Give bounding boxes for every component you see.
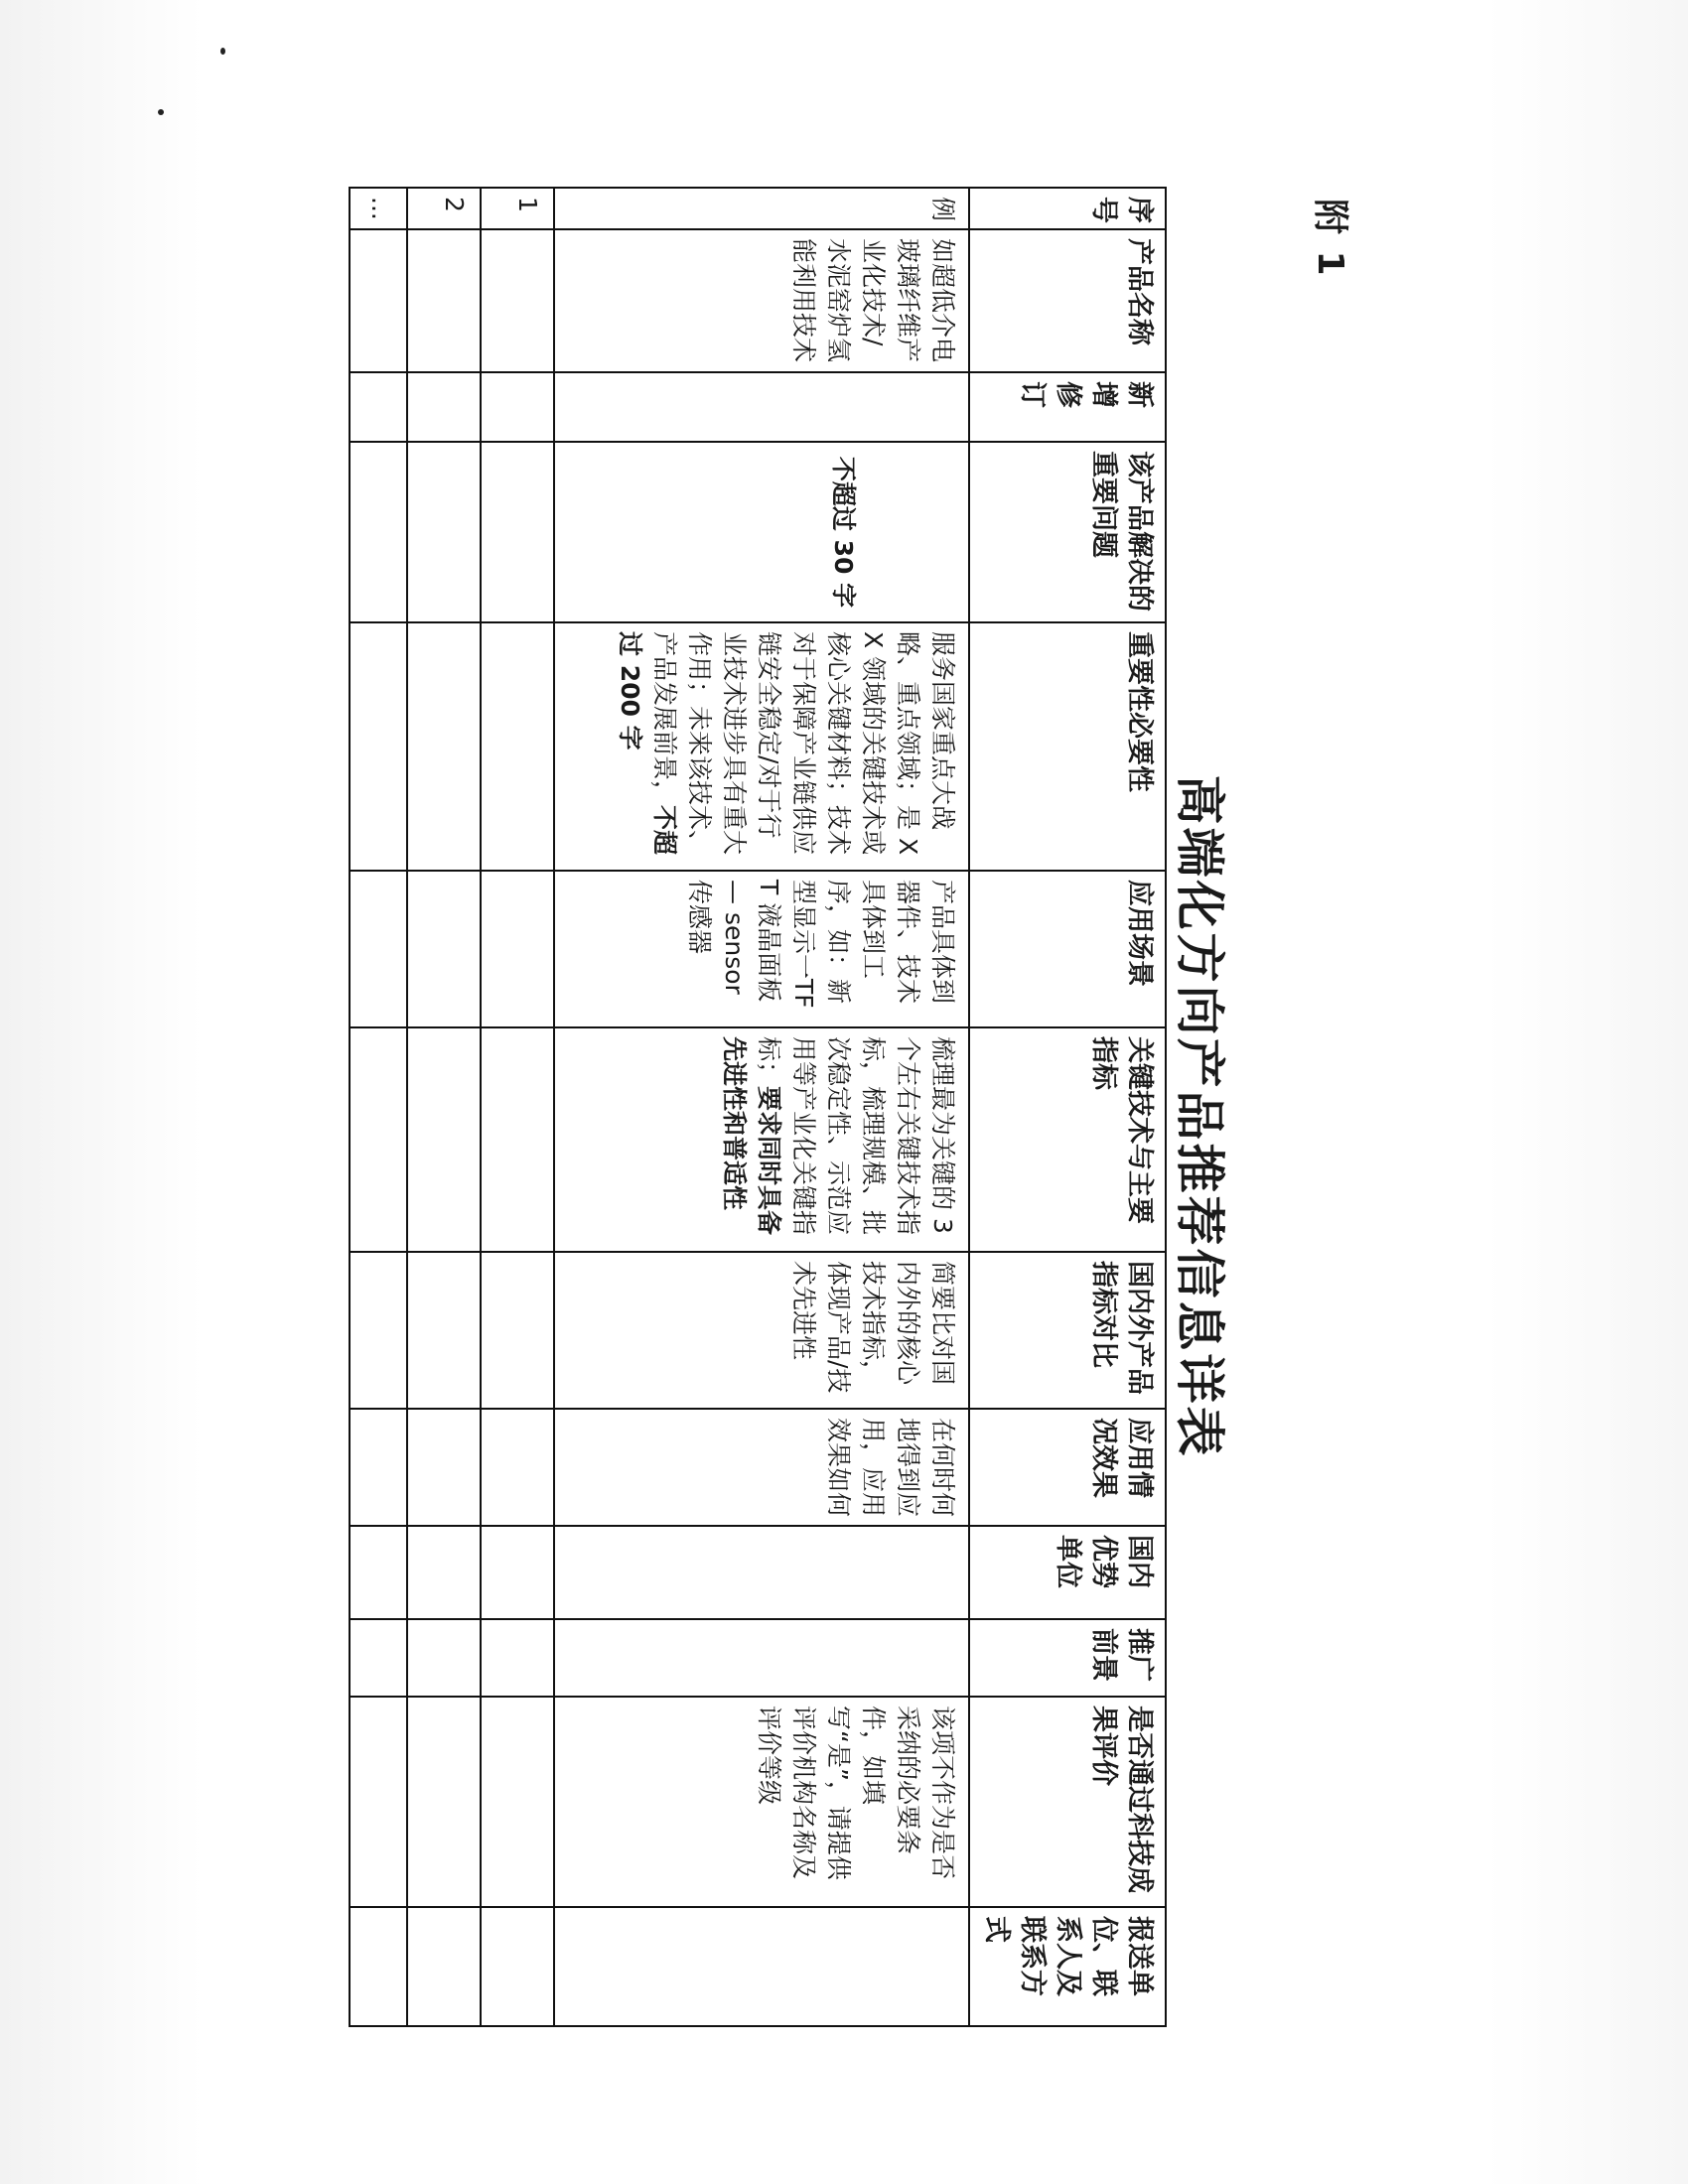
example-product-name: 如超低介电玻璃纤维产业化技术/水泥窑炉氢能利用技术 — [554, 229, 969, 372]
header-evaluation: 是否通过科技成果评价 — [969, 1697, 1166, 1907]
example-problem — [554, 442, 969, 622]
table-row — [350, 188, 407, 2026]
table-cell — [407, 229, 481, 372]
example-key-tech — [554, 1027, 969, 1252]
table-cell — [407, 1907, 481, 2026]
example-problem-text: 不超过 30 字 — [829, 456, 858, 609]
example-domestic-units — [554, 1526, 969, 1619]
table-cell — [481, 1526, 554, 1619]
row-number: 2 — [407, 188, 481, 229]
table-cell — [407, 372, 481, 442]
header-contact: 报送单位、联系人及联系方式 — [969, 1907, 1166, 2026]
table-cell — [350, 871, 407, 1027]
table-cell — [481, 372, 554, 442]
table-cell — [407, 871, 481, 1027]
table-cell — [407, 622, 481, 871]
table-cell — [407, 1027, 481, 1252]
document-title: 高端化方向产品推荐信息详表 — [1171, 774, 1229, 1459]
example-prospect — [554, 1619, 969, 1697]
table-cell — [350, 229, 407, 372]
table-cell — [350, 1619, 407, 1697]
header-product-name: 产品名称 — [969, 229, 1166, 372]
table-cell — [350, 1027, 407, 1252]
table-cell — [481, 1027, 554, 1252]
table-cell — [350, 442, 407, 622]
table-cell — [350, 1907, 407, 2026]
header-new-revised: 新增修订 — [969, 372, 1166, 442]
header-prospect: 推广前景 — [969, 1619, 1166, 1697]
example-contact — [554, 1907, 969, 2026]
table-cell — [481, 1907, 554, 2026]
table-cell — [407, 1409, 481, 1526]
table-cell — [481, 229, 554, 372]
example-importance — [554, 622, 969, 871]
table-cell — [481, 871, 554, 1027]
example-compare: 简要比对国内外的核心技术指标，体现产品/技术先进性 — [554, 1252, 969, 1409]
table-cell — [407, 1252, 481, 1409]
table-cell — [350, 1409, 407, 1526]
table-cell — [481, 622, 554, 871]
row-number: 1 — [481, 188, 554, 229]
example-new-revised — [554, 372, 969, 442]
table-cell — [481, 1409, 554, 1526]
header-seq: 序号 — [969, 188, 1166, 229]
example-importance-limit: 不超过 200 字 — [616, 631, 679, 856]
appendix-label: 附 1 — [1310, 199, 1350, 278]
header-compare: 国内外产品指标对比 — [969, 1252, 1166, 1409]
table-cell — [350, 1252, 407, 1409]
table-cell — [481, 1252, 554, 1409]
table-cell — [350, 372, 407, 442]
table-cell — [407, 442, 481, 622]
table-cell — [350, 622, 407, 871]
example-key-tech-text: 梳理最为关键的 3 个左右关键技术指标，梳理规模、批次稳定性、示范应用等产业化关键指标； — [755, 1036, 957, 1236]
table-cell — [481, 1697, 554, 1907]
example-evaluation: 该项不作为是否采纳的必要条件，如填写“是”，请提供评价机构名称及评价等级 — [554, 1697, 969, 1907]
header-domestic-units: 国内优势单位 — [969, 1526, 1166, 1619]
header-problem: 该产品解决的重要问题 — [969, 442, 1166, 622]
example-importance-text: 服务国家重点大战略、重点领域；是 XX 领域的关键技术或核心关键材料；技术对于保障产业链供应链安全稳定/对于行业技术进步具有重大作用；未来该技术、产品发展前景， — [650, 631, 957, 856]
table-cell — [481, 442, 554, 622]
table-row — [481, 188, 554, 2026]
example-scenario: 产品具体到器件、技术具体到工序，如：新型显示一TFT 液晶面板 — sensor 传感器 — [554, 871, 969, 1027]
header-key-tech: 关键技术与主要指标 — [969, 1027, 1166, 1252]
example-key-tech-requirement: 要求同时具备先进性和普适性 — [720, 1036, 783, 1236]
row-number: ... — [350, 188, 407, 229]
product-info-table — [349, 187, 1167, 2027]
table-header-row — [969, 188, 1166, 2026]
table-cell — [407, 1526, 481, 1619]
example-application: 在何时何地得到应用，应用效果如何 — [554, 1409, 969, 1526]
example-seq: 例 — [554, 188, 969, 229]
table-cell — [481, 1619, 554, 1697]
table-cell — [350, 1697, 407, 1907]
header-importance: 重要性必要性 — [969, 622, 1166, 871]
example-row — [554, 188, 969, 2026]
header-application: 应用情况效果 — [969, 1409, 1166, 1526]
table-cell — [407, 1697, 481, 1907]
table-cell — [350, 1526, 407, 1619]
table-cell — [407, 1619, 481, 1697]
header-scenario: 应用场景 — [969, 871, 1166, 1027]
table-row — [407, 188, 481, 2026]
